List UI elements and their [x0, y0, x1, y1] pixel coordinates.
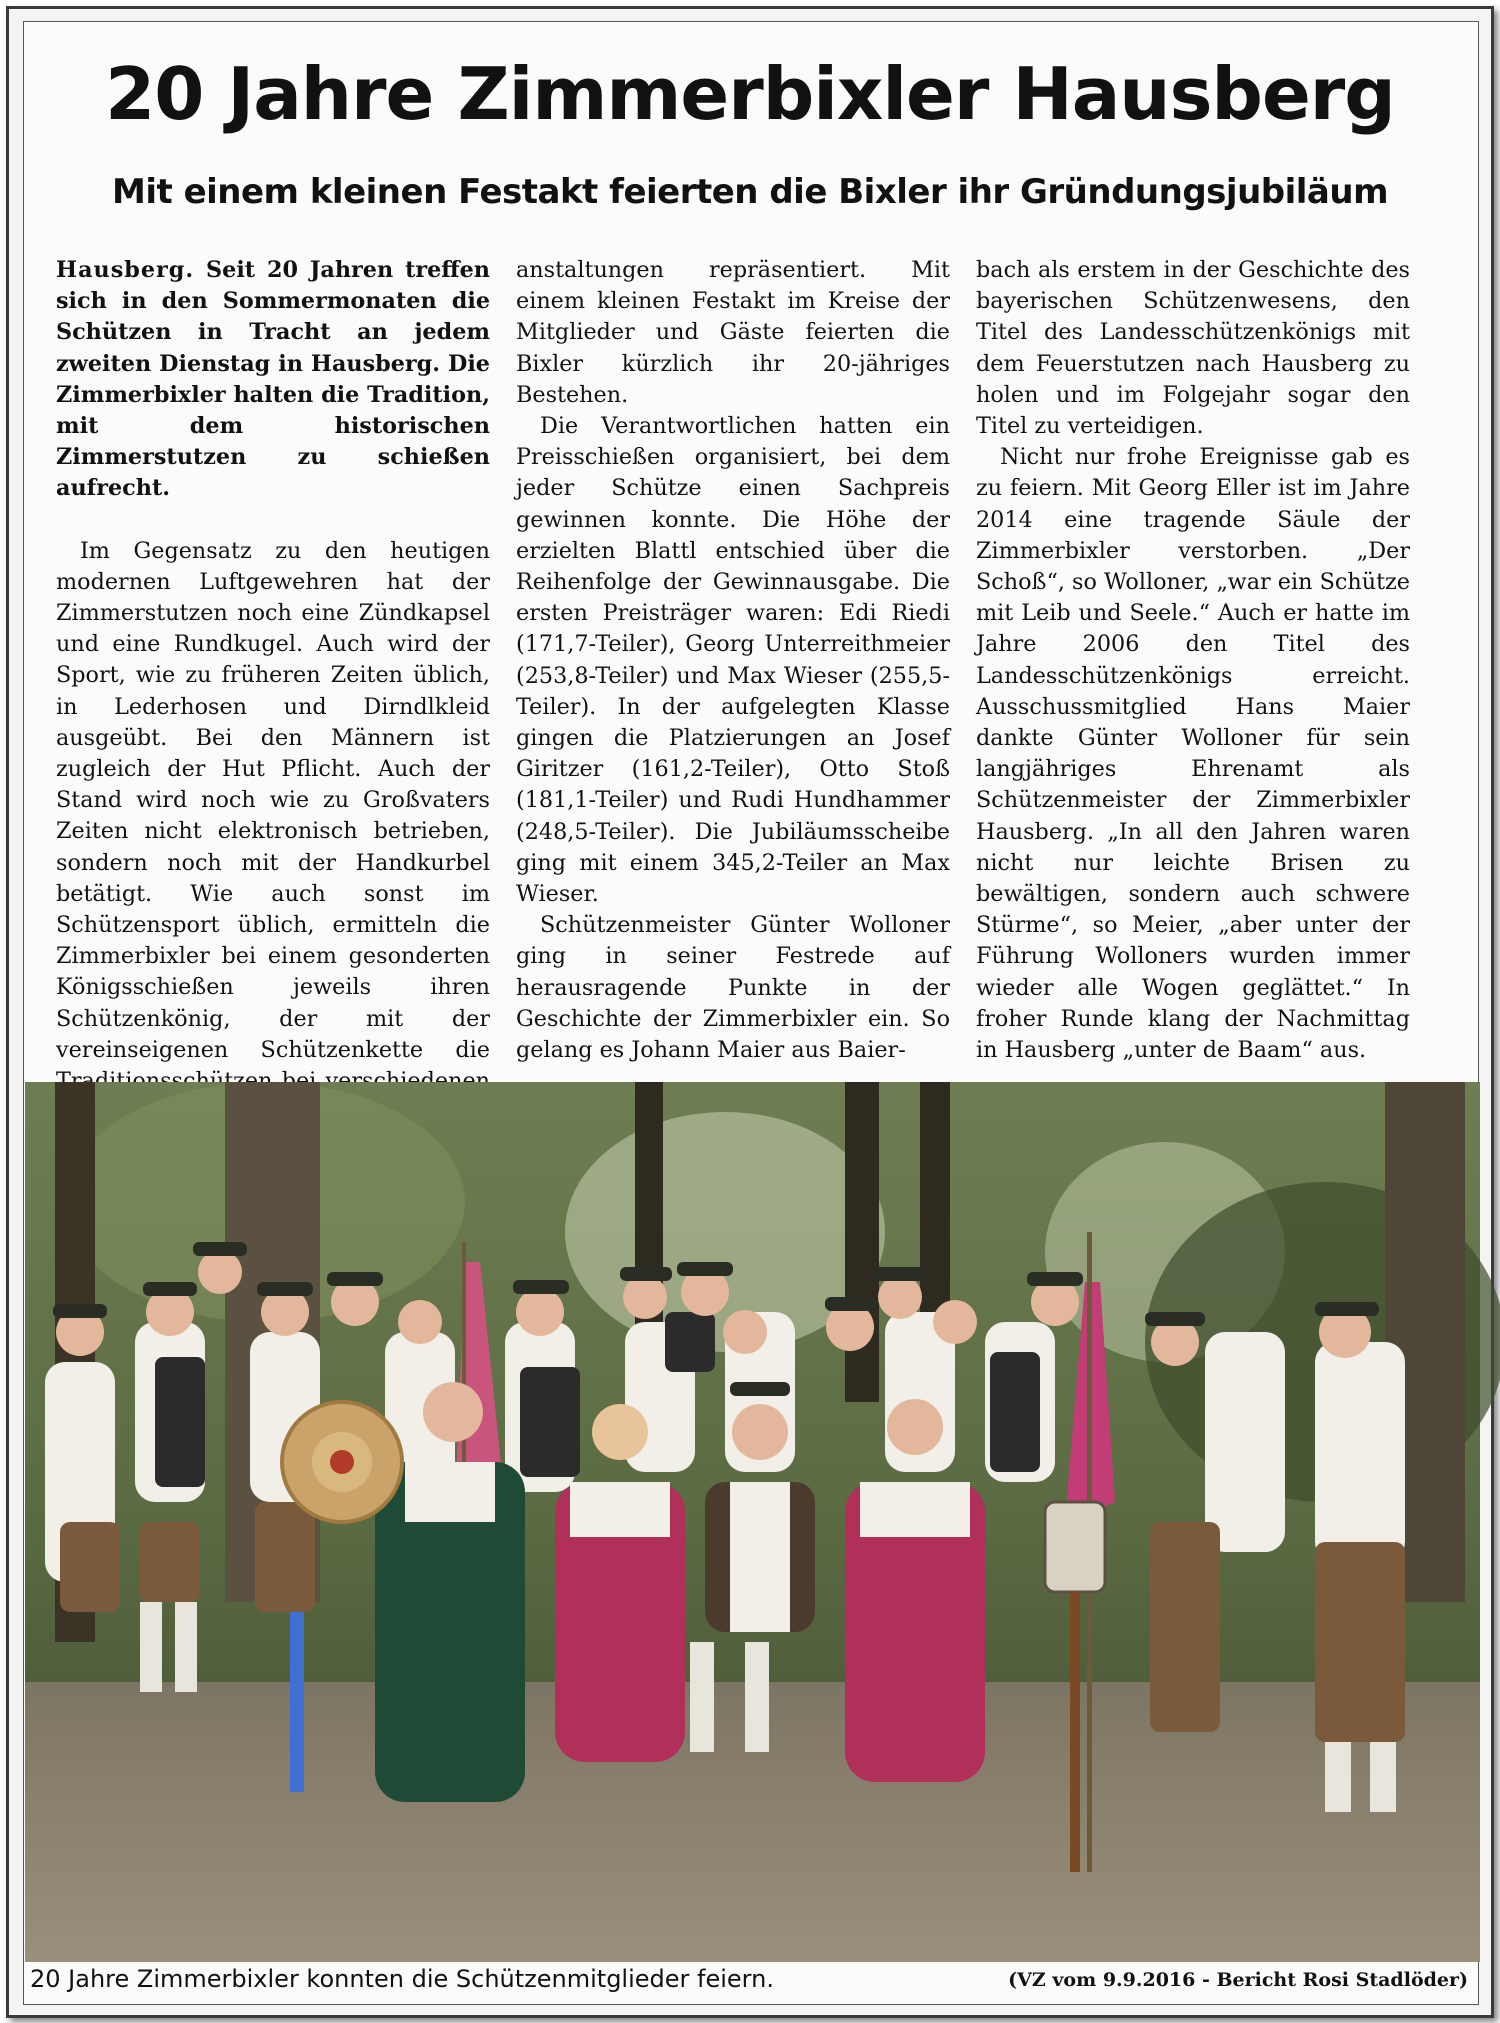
lead-text: Seit 20 Jahren treffen sich in den Sommermonaten die Schützen in Tracht an jedem zweiten Dienstag in Hausberg. Die Zimmerbixler halten die Tradition, mit dem historischen Zimmerstutzen zu schießen aufrecht.: [56, 257, 491, 502]
group-photo-illustration: [25, 1082, 1480, 1962]
tree-trunk: [845, 1082, 879, 1402]
paragraph: anstaltungen repräsentiert. Mit einem kleinen Festakt im Kreise der Mitglieder und Gäste feierten die Bixler kürzlich ihr 20-jähriges Bestehen.: [516, 257, 950, 408]
dateline: Hausberg.: [56, 257, 195, 283]
group-photo: [25, 1082, 1480, 1962]
column-1: [56, 255, 490, 1070]
source-credit: (VZ vom 9.9.2016 - Bericht Rosi Stadlöder): [1008, 1969, 1468, 1991]
column-2: [516, 255, 950, 1070]
paragraph: Im Gegensatz zu den heutigen modernen Luftgewehren hat der Zimmerstutzen noch eine Zündkapsel und eine Rundkugel. Auch wird der Sport, wie zu früheren Zeiten üblich, in Lederhosen und Dirndlkleid ausgeübt. Bei den Männern ist zugleich der Hut Pflicht. Auch der Stand wird noch wie zu Großvaters Zeiten nicht elektronisch betrieben, sondern noch mit der Handkurbel betätigt. Wie auch sonst im Schützensport üblich, ermitteln die Zimmerbixler bei einem gesonderten Königsschießen jeweils ihren Schützenkönig, der mit der vereinseigenen Schützenkette die: [56, 537, 490, 1063]
column-3: [976, 255, 1410, 1070]
paragraph: bach als erstem in der Geschichte des bayerischen Schützenwesens, den Titel des Landesschützenkönigs mit dem Feuerstutzen nach Hausberg zu holen und im Folgejahr sogar den Titel zu verteidigen.: [976, 257, 1410, 440]
headline: 20 Jahre Zimmerbixler Hausberg: [105, 52, 1395, 136]
paragraph: Nicht nur frohe Ereignisse gab es zu feiern. Mit Georg Eller ist im Jahre 2014 eine tragende Säule der Zimmerbixler verstorben. „Der Schoß“, so Wolloner, „war ein Schütze mit Leib und Seele.“ Auch er hatte im Jahre 2006 den Titel des Landesschützenkönigs erreicht. Ausschussmitglied Hans Maier dankte Günter Wolloner für sein langjähriges Ehrenamt als Schützenmeister der Zimmerbixler Hausberg. „In all den Jahren waren nicht nur leichte Brisen zu bewältigen, sondern auch schwere Stürme“, so Meier, „aber unter der Führung Wolloners wurden immer wieder alle Wogen geglättet.“ In froher Runde klang der Nachmittag in Hausberg „unter de Baam“ aus.: [976, 444, 1410, 1064]
club-emblem: [1045, 1502, 1105, 1592]
photo-caption: 20 Jahre Zimmerbixler konnten die Schützenmitglieder feiern.: [30, 1965, 774, 1993]
subheadline: Mit einem kleinen Festakt feierten die Bixler ihr Gründungsjubiläum: [112, 172, 1388, 212]
article-body: [56, 255, 1444, 1070]
lead-paragraph: [56, 255, 490, 505]
paragraph: Schützenmeister Günter Wolloner ging in seiner Festrede auf herausragende Punkte in der Geschichte der Zimmerbixler ein. So gelang es Johann Maier aus Baier-: [516, 912, 950, 1064]
paragraph: Die Verantwortlichen hatten ein Preisschießen organisiert, bei dem jeder Schütze einen Sachpreis gewinnen konnte. Die Höhe der erzielten Blattl entschied über die Reihenfolge der Gewinnausgabe. Die ersten Preisträger waren: Edi Riedi (171,7-Teiler), Georg Unterreithmeier (253,8-Teiler) und Max Wieser (255,5-Teiler). In der aufgelegten Klasse gingen die Platzierungen an Josef Giritzer (161,2-Teiler), Otto Stoß (181,1-Teiler) und Rudi Hundhammer (248,5-Teiler). Die Jubiläumsscheibe ging mit einem 345,2-Teiler an Max Wieser.: [516, 413, 950, 908]
